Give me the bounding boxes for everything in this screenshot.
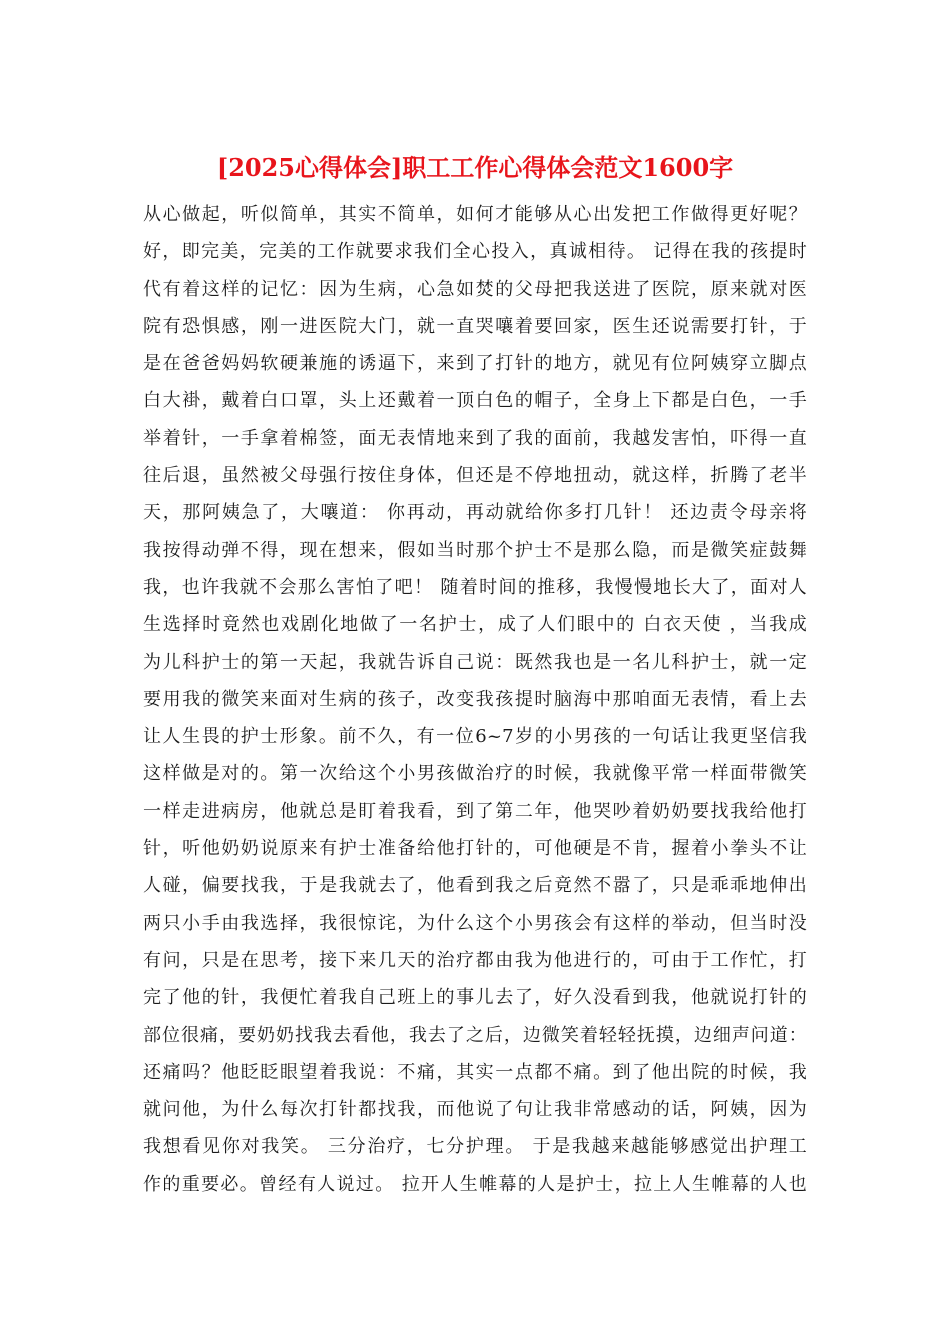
body-line: 我按得动弹不得，现在想来，假如当时那个护士不是那么隐，而是微笑症鼓舞: [143, 539, 807, 561]
body-line: 要用我的微笑来面对生病的孩子，改变我孩提时脑海中那咱面无表情，看上去: [143, 688, 807, 710]
body-line: 代有着这样的记忆：因为生病，心急如焚的父母把我送进了医院，原来就对医: [143, 278, 807, 300]
body-line: 天，那阿姨急了，大嚷道： 你再动，再动就给你多打几针！ 还边责令母亲将: [143, 502, 807, 524]
body-line: 人碰，偏要找我，于是我就去了，他看到我之后竟然不嚣了，只是乖乖地伸出: [143, 875, 807, 897]
body-line: 作的重要必。曾经有人说过。 拉开人生帷幕的人是护士，拉上人生帷幕的人也: [143, 1173, 807, 1195]
document-body: [143, 196, 807, 1203]
body-line: 完了他的针，我便忙着我自己班上的事儿去了，好久没看到我，他就说打针的: [143, 987, 807, 1009]
body-line: 为儿科护士的第一天起，我就告诉自己说：既然我也是一名儿科护士，就一定: [143, 651, 807, 673]
body-line: 白大褂，戴着白口罩，头上还戴着一顶白色的帽子，全身上下都是白色，一手: [143, 390, 807, 412]
body-line: 就问他，为什么每次打针都找我，而他说了句让我非常感动的话，阿姨，因为: [143, 1099, 807, 1121]
body-line: 针，听他奶奶说原来有护士准备给他打针的，可他硬是不肯，握着小拳头不让: [143, 838, 807, 860]
body-line: 两只小手由我选择，我很惊诧，为什么这个小男孩会有这样的举动，但当时没: [143, 912, 807, 934]
body-line: 我，也许我就不会那么害怕了吧！ 随着时间的推移，我慢慢地长大了，面对人: [143, 576, 807, 598]
body-line: 好，即完美，完美的工作就要求我们全心投入，真诚相待。 记得在我的孩提时: [143, 241, 807, 263]
body-line: 有问，只是在思考，接下来几天的治疗都由我为他进行的，可由于工作忙，打: [143, 949, 807, 971]
body-line: 生选择时竟然也戏剧化地做了一名护士，成了人们眼中的 白衣天使 ，当我成: [143, 614, 807, 636]
document-title: [2025心得体会]职工工作心得体会范文1600字: [216, 153, 734, 182]
body-line: 还痛吗？他眨眨眼望着我说：不痛，其实一点都不痛。到了他出院的时候，我: [143, 1061, 807, 1083]
body-line: 部位很痛，要奶奶找我去看他，我去了之后，边微笑着轻轻抚摸，边细声问道：: [143, 1024, 807, 1046]
body-line: 这样做是对的。第一次给这个小男孩做治疗的时候，我就像平常一样面带微笑: [143, 763, 807, 785]
body-line: 往后退，虽然被父母强行按住身体，但还是不停地扭动，就这样，折腾了老半: [143, 465, 807, 487]
body-line: 是在爸爸妈妈软硬兼施的诱逼下，来到了打针的地方，就见有位阿姨穿立脚点: [143, 353, 807, 375]
body-line: 院有恐惧感，刚一进医院大门，就一直哭嚷着要回家，医生还说需要打针，于: [143, 315, 807, 337]
body-line: 我想看见你对我笑。 三分治疗，七分护理。 于是我越来越能够感觉出护理工: [143, 1136, 807, 1158]
body-line: 让人生畏的护士形象。前不久，有一位6~7岁的小男孩的一句话让我更坚信我: [143, 726, 807, 748]
body-line: 一样走进病房，他就总是盯着我看，到了第二年，他哭吵着奶奶要找我给他打: [143, 800, 807, 822]
body-line: 从心做起，听似简单，其实不简单，如何才能够从心出发把工作做得更好呢？: [143, 204, 807, 225]
body-line: 举着针，一手拿着棉签，面无表情地来到了我的面前，我越发害怕，吓得一直: [143, 427, 807, 449]
